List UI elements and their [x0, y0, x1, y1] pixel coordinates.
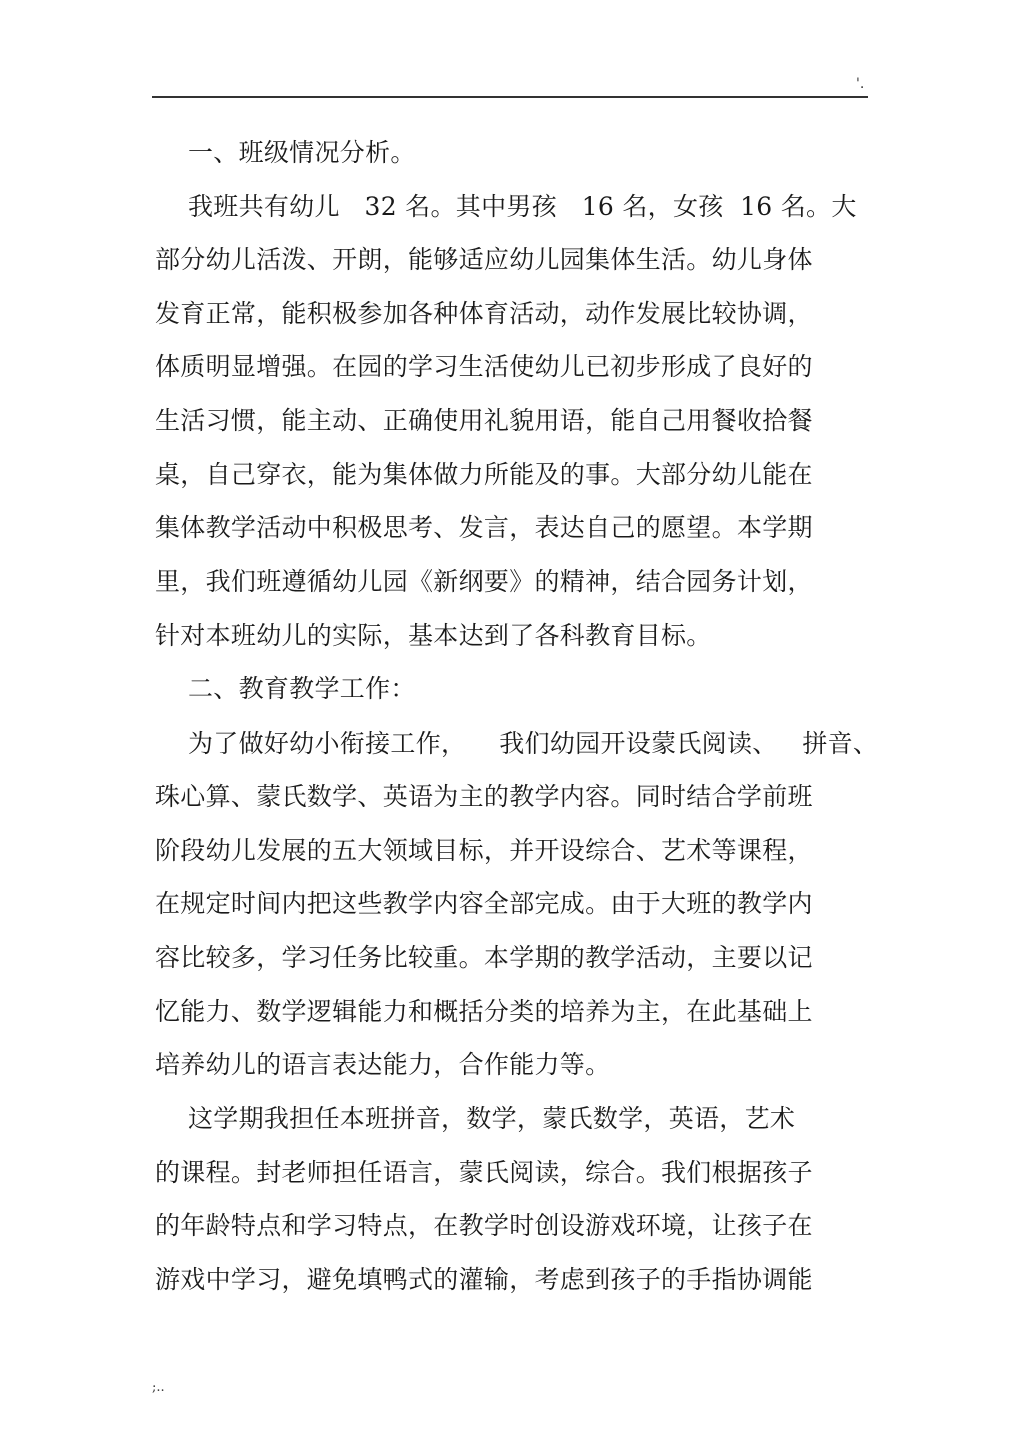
text-line-2: 我班共有幼儿 32 名。其中男孩 16 名，女孩 16 名。大: [155, 192, 857, 221]
text-line-10: 针对本班幼儿的实际，基本达到了各科教育目标。: [155, 621, 712, 650]
text-line-7: 桌，自己穿衣，能为集体做力所能及的事。大部分幼儿能在: [155, 460, 813, 489]
text-line-9: 里，我们班遵循幼儿园《新纲要》的精神，结合园务计划，: [155, 567, 813, 596]
text-line-1: 一、班级情况分析。: [155, 138, 416, 167]
text-line-16: 容比较多，学习任务比较重。本学期的教学活动，主要以记: [155, 943, 813, 972]
text-line-18: 培养幼儿的语言表达能力，合作能力等。: [155, 1050, 611, 1079]
header-mark: '.: [856, 76, 865, 92]
text-line-8: 集体教学活动中积极思考、发言，表达自己的愿望。本学期: [155, 513, 813, 542]
text-line-4: 发育正常，能积极参加各种体育活动，动作发展比较协调，: [155, 299, 813, 328]
text-line-17: 忆能力、数学逻辑能力和概括分类的培养为主，在此基础上: [155, 997, 813, 1026]
text-line-6: 生活习惯，能主动、正确使用礼貌用语，能自己用餐收拾餐: [155, 406, 813, 435]
header-rule: [152, 96, 868, 98]
text-line-21: 的年龄特点和学习特点，在教学时创设游戏环境，让孩子在: [155, 1211, 813, 1240]
text-line-13: 珠心算、蒙氏数学、英语为主的教学内容。同时结合学前班: [155, 782, 813, 811]
text-line-5: 体质明显增强。在园的学习生活使幼儿已初步形成了良好的: [155, 352, 813, 381]
text-line-14: 阶段幼儿发展的五大领域目标，并开设综合、艺术等课程，: [155, 836, 813, 865]
text-line-15: 在规定时间内把这些教学内容全部完成。由于大班的教学内: [155, 889, 813, 918]
text-line-11: 二、教育教学工作：: [155, 674, 416, 703]
text-line-20: 的课程。封老师担任语言，蒙氏阅读，综合。我们根据孩子: [155, 1158, 813, 1187]
text-line-22: 游戏中学习，避免填鸭式的灌输，考虑到孩子的手指协调能: [155, 1265, 813, 1294]
text-line-12: 为了做好幼小衔接工作， 我们幼园开设蒙氏阅读、 拼音、: [155, 729, 879, 758]
footer-mark: ;..: [152, 1380, 165, 1395]
text-line-19: 这学期我担任本班拼音，数学，蒙氏数学，英语，艺术: [155, 1104, 796, 1133]
text-line-3: 部分幼儿活泼、开朗，能够适应幼儿园集体生活。幼儿身体: [155, 245, 813, 274]
